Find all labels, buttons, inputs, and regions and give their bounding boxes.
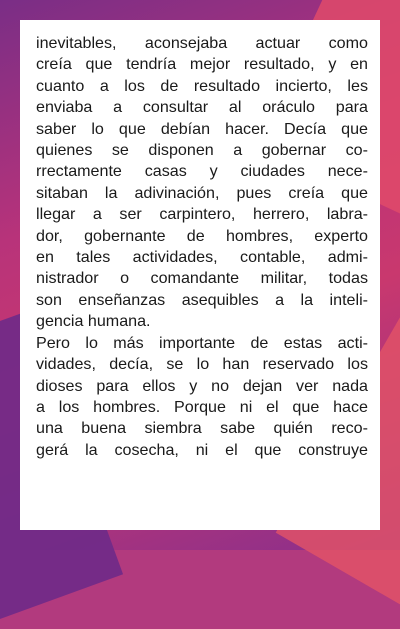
paragraph-1 — [36, 33, 368, 333]
text-line: gerá la cosecha, ni el que construye — [36, 440, 368, 459]
text-line: sitaban la adivinación, pues creía que — [36, 183, 368, 202]
text-line: quienes se disponen a gobernar co- — [36, 141, 368, 160]
text-line: llegar a ser carpintero, herrero, labra- — [36, 205, 368, 224]
text-line: a los hombres. Porque ni el que hace — [36, 397, 368, 416]
text-line: vidades, decía, se lo han reservado los — [36, 355, 368, 374]
text-page — [20, 20, 380, 530]
text-line: Pero lo más importante de estas acti- — [36, 333, 368, 352]
text-line: creía que tendría mejor resultado, y en — [36, 55, 368, 74]
text-line: cuanto a los de resultado incierto, les — [36, 76, 368, 95]
text-line: inevitables, aconsejaba actuar como — [36, 34, 368, 52]
text-line: una buena siembra sabe quién reco- — [36, 419, 368, 438]
paragraph-2 — [36, 333, 368, 461]
text-line: dor, gobernante de hombres, experto — [36, 226, 368, 245]
text-line: enviaba a consultar al oráculo para — [36, 98, 368, 117]
text-line: dioses para ellos y no dejan ver nada — [36, 376, 368, 395]
text-line: gencia humana. — [36, 312, 151, 331]
text-line: en tales actividades, contable, admi- — [36, 248, 368, 267]
text-line: saber lo que debían hacer. Decía que — [36, 119, 368, 138]
text-line: nistrador o comandante militar, todas — [36, 269, 368, 288]
text-line: rrectamente casas y ciudades nece- — [36, 162, 368, 181]
text-line: son enseñanzas asequibles a la inteli- — [36, 290, 368, 309]
